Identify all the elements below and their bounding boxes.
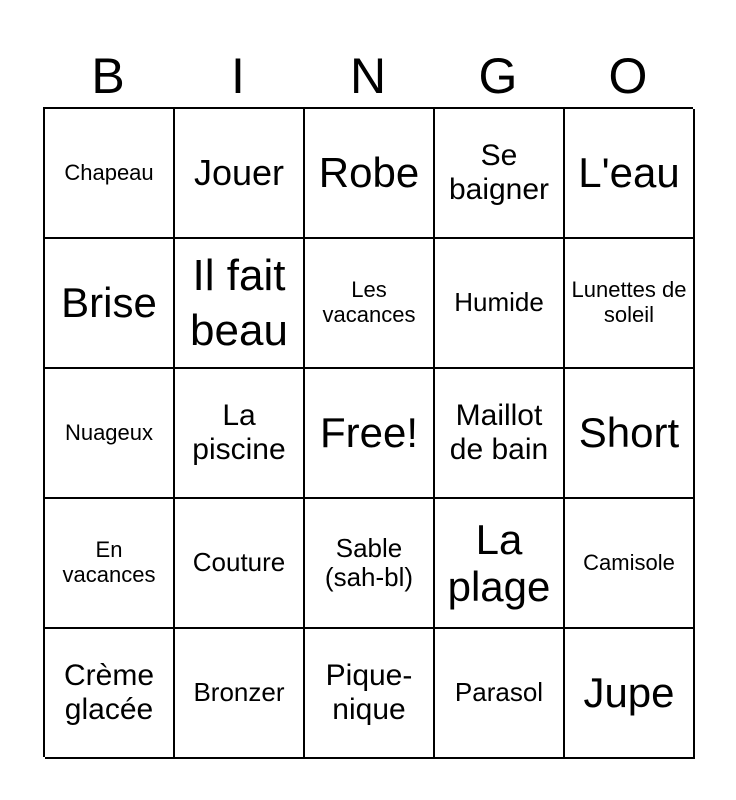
bingo-cell[interactable]: La piscine [175,369,305,499]
bingo-cell[interactable]: Brise [45,239,175,369]
header-letter-i: I [231,48,245,104]
bingo-cell[interactable]: Chapeau [45,109,175,239]
header-letter-b: B [91,48,125,104]
bingo-cell[interactable]: Short [565,369,695,499]
bingo-cell[interactable]: Humide [435,239,565,369]
bingo-cell[interactable]: Couture [175,499,305,629]
bingo-cell[interactable]: Jupe [565,629,695,759]
bingo-cell[interactable]: L'eau [565,109,695,239]
header-letter-g: G [478,48,518,104]
bingo-cell[interactable]: Crème glacée [45,629,175,759]
bingo-cell[interactable]: Se baigner [435,109,565,239]
header-letter-o: O [608,48,648,104]
bingo-card [43,107,693,757]
header-letter-n: N [349,48,387,104]
bingo-cell[interactable]: Lunettes de soleil [565,239,695,369]
bingo-cell[interactable]: Sable (sah-bl) [305,499,435,629]
bingo-cell[interactable]: Nuageux [45,369,175,499]
bingo-cell[interactable]: Bronzer [175,629,305,759]
bingo-cell[interactable]: Il fait beau [175,239,305,369]
bingo-header [43,44,693,108]
bingo-cell[interactable]: La plage [435,499,565,629]
bingo-cell[interactable]: Parasol [435,629,565,759]
bingo-cell[interactable]: Jouer [175,109,305,239]
bingo-cell[interactable]: Maillot de bain [435,369,565,499]
bingo-cell[interactable]: Robe [305,109,435,239]
bingo-cell[interactable]: Pique-nique [305,629,435,759]
bingo-cell[interactable]: Les vacances [305,239,435,369]
bingo-cell[interactable]: En vacances [45,499,175,629]
bingo-cell[interactable]: Camisole [565,499,695,629]
free-space-cell[interactable]: Free! [305,369,435,499]
